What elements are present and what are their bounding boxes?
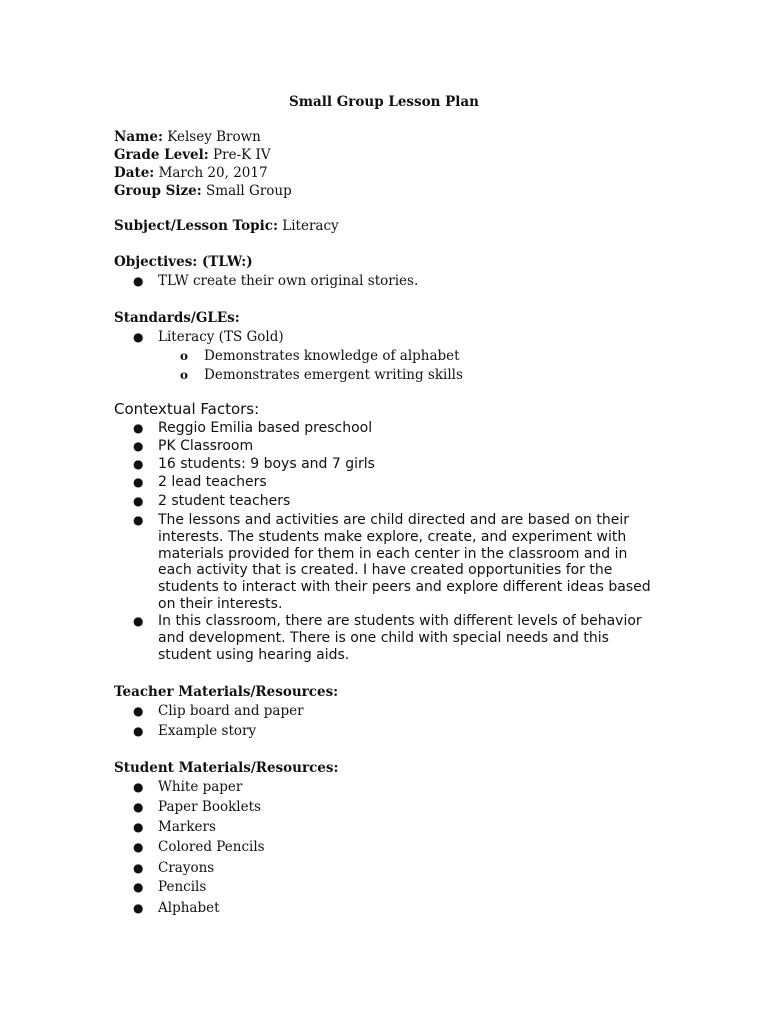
- name-line: [114, 128, 261, 146]
- bullet-icon: ●: [133, 439, 144, 453]
- date-value: March 20, 2017: [158, 165, 268, 181]
- circle-bullet-icon: o: [180, 368, 189, 382]
- name-value: Kelsey Brown: [167, 129, 261, 145]
- list-item: ● Example story: [133, 723, 257, 739]
- bullet-icon: ●: [133, 840, 144, 854]
- list-item: ● Paper Booklets: [133, 799, 261, 815]
- circle-bullet-icon: o: [180, 349, 189, 363]
- group-value: Small Group: [206, 183, 292, 199]
- bullet-icon: ●: [133, 780, 144, 794]
- bullet-icon: ●: [133, 901, 144, 915]
- list-item: ● 2 student teachers: [133, 493, 291, 509]
- sub-list-item: o Demonstrates knowledge of alphabet: [180, 348, 460, 364]
- bullet-icon: ●: [133, 880, 144, 894]
- standards-heading: Standards/GLEs:: [114, 310, 240, 326]
- list-item: ● PK Classroom: [133, 438, 254, 454]
- bullet-icon: ●: [133, 820, 144, 834]
- list-item: ● Markers: [133, 819, 216, 835]
- student-materials-heading: Student Materials/Resources:: [114, 760, 339, 776]
- date-label: Date:: [114, 165, 155, 181]
- objectives-heading: Objectives: (TLW:): [114, 254, 253, 270]
- bullet-icon: ●: [133, 704, 144, 718]
- list-item: [133, 613, 653, 663]
- group-line: [114, 182, 292, 200]
- list-item: ● White paper: [133, 779, 243, 795]
- topic-line: [114, 217, 339, 235]
- list-item: ● Crayons: [133, 860, 215, 876]
- grade-line: [114, 146, 271, 164]
- list-item: ● Literacy (TS Gold): [133, 329, 284, 345]
- teacher-materials-heading: Teacher Materials/Resources:: [114, 684, 339, 700]
- paragraph-text: The lessons and activities are child directed and are based on their interests. The students make explore, create, and experiment with materials provided for them in each center in the classroom and in each activity that is created. I have created opportunities for the students to interact with their peers and explore different ideas based on their interests.: [158, 512, 651, 612]
- list-item: ● 2 lead teachers: [133, 474, 267, 490]
- list-item: ● Reggio Emilia based preschool: [133, 420, 373, 436]
- bullet-icon: ●: [133, 494, 144, 508]
- sub-list-item: o Demonstrates emergent writing skills: [180, 367, 463, 383]
- paragraph-text: In this classroom, there are students with different levels of behavior and development. There is one child with special needs and this student using hearing aids.: [158, 613, 642, 663]
- list-item: ● Alphabet: [133, 900, 220, 916]
- bullet-icon: ●: [133, 457, 144, 471]
- list-item: ● 16 students: 9 boys and 7 girls: [133, 456, 375, 472]
- list-item: ● TLW create their own original stories.: [133, 273, 419, 289]
- bullet-icon: ●: [133, 513, 144, 527]
- bullet-icon: ●: [133, 724, 144, 738]
- bullet-icon: ●: [133, 861, 144, 875]
- bullet-icon: ●: [133, 614, 144, 628]
- list-item: ● Clip board and paper: [133, 703, 304, 719]
- bullet-icon: ●: [133, 800, 144, 814]
- name-label: Name:: [114, 129, 163, 145]
- bullet-icon: ●: [133, 475, 144, 489]
- grade-value: Pre-K IV: [213, 147, 271, 163]
- contextual-heading: Contextual Factors:: [114, 400, 260, 418]
- list-item: ● Pencils: [133, 879, 207, 895]
- topic-label: Subject/Lesson Topic:: [114, 218, 278, 234]
- bullet-icon: ●: [133, 274, 144, 288]
- bullet-icon: ●: [133, 330, 144, 344]
- list-item: ● Colored Pencils: [133, 839, 265, 855]
- bullet-icon: ●: [133, 421, 144, 435]
- list-item: [133, 512, 653, 613]
- page-title: Small Group Lesson Plan: [289, 94, 479, 110]
- group-label: Group Size:: [114, 183, 202, 199]
- grade-label: Grade Level:: [114, 147, 209, 163]
- topic-value: Literacy: [282, 218, 339, 234]
- date-line: [114, 164, 268, 182]
